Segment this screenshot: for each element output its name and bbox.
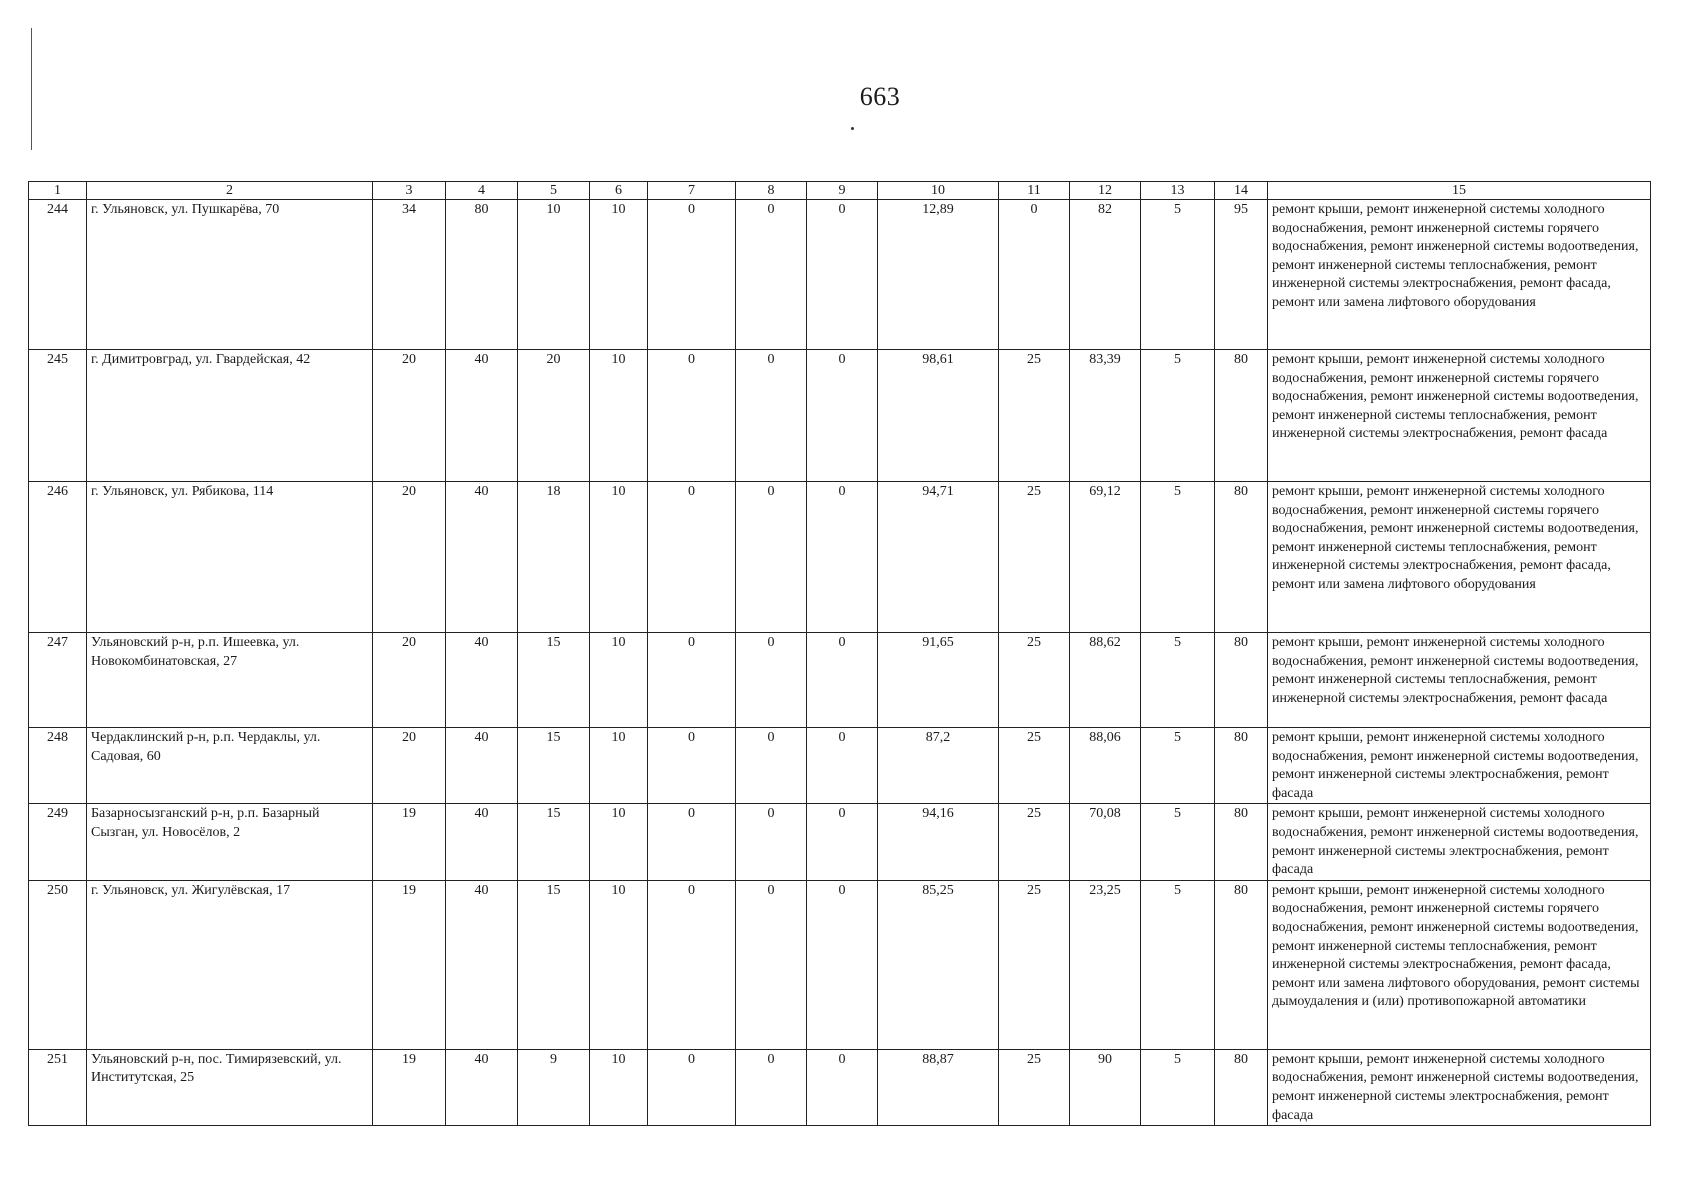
row-number: 250	[29, 880, 87, 1049]
value-cell: 88,87	[878, 1049, 999, 1125]
column-header: 4	[446, 182, 518, 200]
column-header: 9	[807, 182, 878, 200]
value-cell: 80	[1215, 1049, 1268, 1125]
value-cell: 94,71	[878, 482, 999, 633]
column-header: 14	[1215, 182, 1268, 200]
value-cell: 0	[736, 633, 807, 728]
value-cell: 0	[807, 633, 878, 728]
value-cell: 0	[648, 633, 736, 728]
address-cell: Базарносызганский р-н, р.п. Базарный Сызган, ул. Новосёлов, 2	[87, 804, 373, 880]
value-cell: 18	[518, 482, 590, 633]
value-cell: 5	[1141, 350, 1215, 482]
value-cell: 0	[648, 350, 736, 482]
value-cell: 15	[518, 728, 590, 804]
value-cell: 80	[1215, 482, 1268, 633]
address-cell: г. Ульяновск, ул. Жигулёвская, 17	[87, 880, 373, 1049]
value-cell: 40	[446, 728, 518, 804]
value-cell: 12,89	[878, 200, 999, 350]
value-cell: 0	[736, 804, 807, 880]
value-cell: 90	[1070, 1049, 1141, 1125]
value-cell: 88,06	[1070, 728, 1141, 804]
column-header: 12	[1070, 182, 1141, 200]
value-cell: 80	[1215, 633, 1268, 728]
value-cell: 0	[807, 728, 878, 804]
value-cell: 0	[648, 728, 736, 804]
value-cell: 15	[518, 633, 590, 728]
value-cell: 40	[446, 1049, 518, 1125]
value-cell: 5	[1141, 804, 1215, 880]
value-cell: 5	[1141, 1049, 1215, 1125]
value-cell: 0	[736, 880, 807, 1049]
works-cell: ремонт крыши, ремонт инженерной системы холодного водоснабжения, ремонт инженерной системы водоотведения, ремонт инженерной системы электроснабжения, ремонт фасада	[1268, 804, 1651, 880]
works-cell: ремонт крыши, ремонт инженерной системы холодного водоснабжения, ремонт инженерной системы горячего водоснабжения, ремонт инженерной системы водоотведения, ремонт инженерной системы теплоснабжения, ремонт инженерной системы электроснабжения, ремонт фасада, ремонт или замена лифтового оборудования, ремонт системы дымоудаления и (или) противопожарной автоматики	[1268, 880, 1651, 1049]
works-cell: ремонт крыши, ремонт инженерной системы холодного водоснабжения, ремонт инженерной системы водоотведения, ремонт инженерной системы теплоснабжения, ремонт инженерной системы электроснабжения, ремонт фасада	[1268, 633, 1651, 728]
works-cell: ремонт крыши, ремонт инженерной системы холодного водоснабжения, ремонт инженерной системы горячего водоснабжения, ремонт инженерной системы водоотведения, ремонт инженерной системы теплоснабжения, ремонт инженерной системы электроснабжения, ремонт фасада, ремонт или замена лифтового оборудования	[1268, 482, 1651, 633]
value-cell: 10	[590, 804, 648, 880]
column-header: 8	[736, 182, 807, 200]
value-cell: 0	[736, 482, 807, 633]
value-cell: 20	[373, 350, 446, 482]
value-cell: 10	[518, 200, 590, 350]
value-cell: 15	[518, 880, 590, 1049]
value-cell: 40	[446, 880, 518, 1049]
row-number: 249	[29, 804, 87, 880]
value-cell: 94,16	[878, 804, 999, 880]
value-cell: 0	[736, 350, 807, 482]
value-cell: 25	[999, 804, 1070, 880]
value-cell: 0	[736, 1049, 807, 1125]
column-header: 11	[999, 182, 1070, 200]
table-row	[29, 350, 1651, 482]
value-cell: 87,2	[878, 728, 999, 804]
table-row	[29, 1049, 1651, 1125]
value-cell: 25	[999, 728, 1070, 804]
address-cell: г. Ульяновск, ул. Пушкарёва, 70	[87, 200, 373, 350]
value-cell: 20	[373, 482, 446, 633]
row-number: 245	[29, 350, 87, 482]
value-cell: 34	[373, 200, 446, 350]
row-number: 251	[29, 1049, 87, 1125]
value-cell: 80	[446, 200, 518, 350]
row-number: 246	[29, 482, 87, 633]
value-cell: 5	[1141, 880, 1215, 1049]
value-cell: 0	[807, 482, 878, 633]
value-cell: 20	[373, 728, 446, 804]
value-cell: 10	[590, 482, 648, 633]
column-header: 10	[878, 182, 999, 200]
column-number-row	[29, 182, 1651, 200]
value-cell: 80	[1215, 804, 1268, 880]
value-cell: 95	[1215, 200, 1268, 350]
value-cell: 0	[648, 1049, 736, 1125]
page-number: 663	[859, 82, 901, 111]
value-cell: 40	[446, 633, 518, 728]
value-cell: 0	[807, 804, 878, 880]
value-cell: 70,08	[1070, 804, 1141, 880]
table-row	[29, 482, 1651, 633]
value-cell: 25	[999, 350, 1070, 482]
value-cell: 5	[1141, 728, 1215, 804]
works-cell: ремонт крыши, ремонт инженерной системы холодного водоснабжения, ремонт инженерной системы горячего водоснабжения, ремонт инженерной системы водоотведения, ремонт инженерной системы теплоснабжения, ремонт инженерной системы электроснабжения, ремонт фасада	[1268, 350, 1651, 482]
value-cell: 0	[807, 880, 878, 1049]
table-row	[29, 804, 1651, 880]
repair-program-table	[28, 181, 1651, 1126]
value-cell: 5	[1141, 482, 1215, 633]
value-cell: 40	[446, 804, 518, 880]
value-cell: 0	[736, 728, 807, 804]
value-cell: 5	[1141, 633, 1215, 728]
value-cell: 98,61	[878, 350, 999, 482]
table-row	[29, 880, 1651, 1049]
value-cell: 5	[1141, 200, 1215, 350]
column-header: 13	[1141, 182, 1215, 200]
value-cell: 80	[1215, 880, 1268, 1049]
column-header: 5	[518, 182, 590, 200]
value-cell: 88,62	[1070, 633, 1141, 728]
value-cell: 0	[736, 200, 807, 350]
address-cell: Ульяновский р-н, р.п. Ишеевка, ул. Новокомбинатовская, 27	[87, 633, 373, 728]
value-cell: 0	[648, 482, 736, 633]
address-cell: г. Ульяновск, ул. Рябикова, 114	[87, 482, 373, 633]
column-header: 6	[590, 182, 648, 200]
value-cell: 0	[648, 200, 736, 350]
table-row	[29, 200, 1651, 350]
row-number: 248	[29, 728, 87, 804]
value-cell: 10	[590, 880, 648, 1049]
works-cell: ремонт крыши, ремонт инженерной системы холодного водоснабжения, ремонт инженерной системы горячего водоснабжения, ремонт инженерной системы водоотведения, ремонт инженерной системы теплоснабжения, ремонт инженерной системы электроснабжения, ремонт фасада, ремонт или замена лифтового оборудования	[1268, 200, 1651, 350]
value-cell: 0	[807, 200, 878, 350]
row-number: 247	[29, 633, 87, 728]
table-row	[29, 633, 1651, 728]
value-cell: 10	[590, 633, 648, 728]
value-cell: 19	[373, 880, 446, 1049]
works-cell: ремонт крыши, ремонт инженерной системы холодного водоснабжения, ремонт инженерной системы водоотведения, ремонт инженерной системы электроснабжения, ремонт фасада	[1268, 728, 1651, 804]
address-cell: Ульяновский р-н, пос. Тимирязевский, ул. Институтская, 25	[87, 1049, 373, 1125]
value-cell: 10	[590, 200, 648, 350]
value-cell: 0	[648, 880, 736, 1049]
value-cell: 40	[446, 482, 518, 633]
value-cell: 82	[1070, 200, 1141, 350]
value-cell: 91,65	[878, 633, 999, 728]
column-header: 1	[29, 182, 87, 200]
value-cell: 10	[590, 1049, 648, 1125]
address-cell: Чердаклинский р-н, р.п. Чердаклы, ул. Садовая, 60	[87, 728, 373, 804]
value-cell: 9	[518, 1049, 590, 1125]
works-cell: ремонт крыши, ремонт инженерной системы холодного водоснабжения, ремонт инженерной системы водоотведения, ремонт инженерной системы электроснабжения, ремонт фасада	[1268, 1049, 1651, 1125]
value-cell: 85,25	[878, 880, 999, 1049]
value-cell: 23,25	[1070, 880, 1141, 1049]
value-cell: 80	[1215, 350, 1268, 482]
value-cell: 15	[518, 804, 590, 880]
value-cell: 0	[999, 200, 1070, 350]
value-cell: 20	[373, 633, 446, 728]
value-cell: 20	[518, 350, 590, 482]
value-cell: 25	[999, 633, 1070, 728]
column-header: 2	[87, 182, 373, 200]
value-cell: 40	[446, 350, 518, 482]
value-cell: 80	[1215, 728, 1268, 804]
value-cell: 25	[999, 880, 1070, 1049]
column-header: 7	[648, 182, 736, 200]
column-header: 3	[373, 182, 446, 200]
value-cell: 69,12	[1070, 482, 1141, 633]
value-cell: 0	[648, 804, 736, 880]
column-header: 15	[1268, 182, 1651, 200]
table-row	[29, 728, 1651, 804]
value-cell: 0	[807, 1049, 878, 1125]
value-cell: 10	[590, 350, 648, 482]
value-cell: 10	[590, 728, 648, 804]
value-cell: 25	[999, 482, 1070, 633]
value-cell: 0	[807, 350, 878, 482]
address-cell: г. Димитровград, ул. Гвардейская, 42	[87, 350, 373, 482]
value-cell: 25	[999, 1049, 1070, 1125]
page-dot	[851, 127, 854, 130]
row-number: 244	[29, 200, 87, 350]
value-cell: 19	[373, 804, 446, 880]
value-cell: 19	[373, 1049, 446, 1125]
value-cell: 83,39	[1070, 350, 1141, 482]
